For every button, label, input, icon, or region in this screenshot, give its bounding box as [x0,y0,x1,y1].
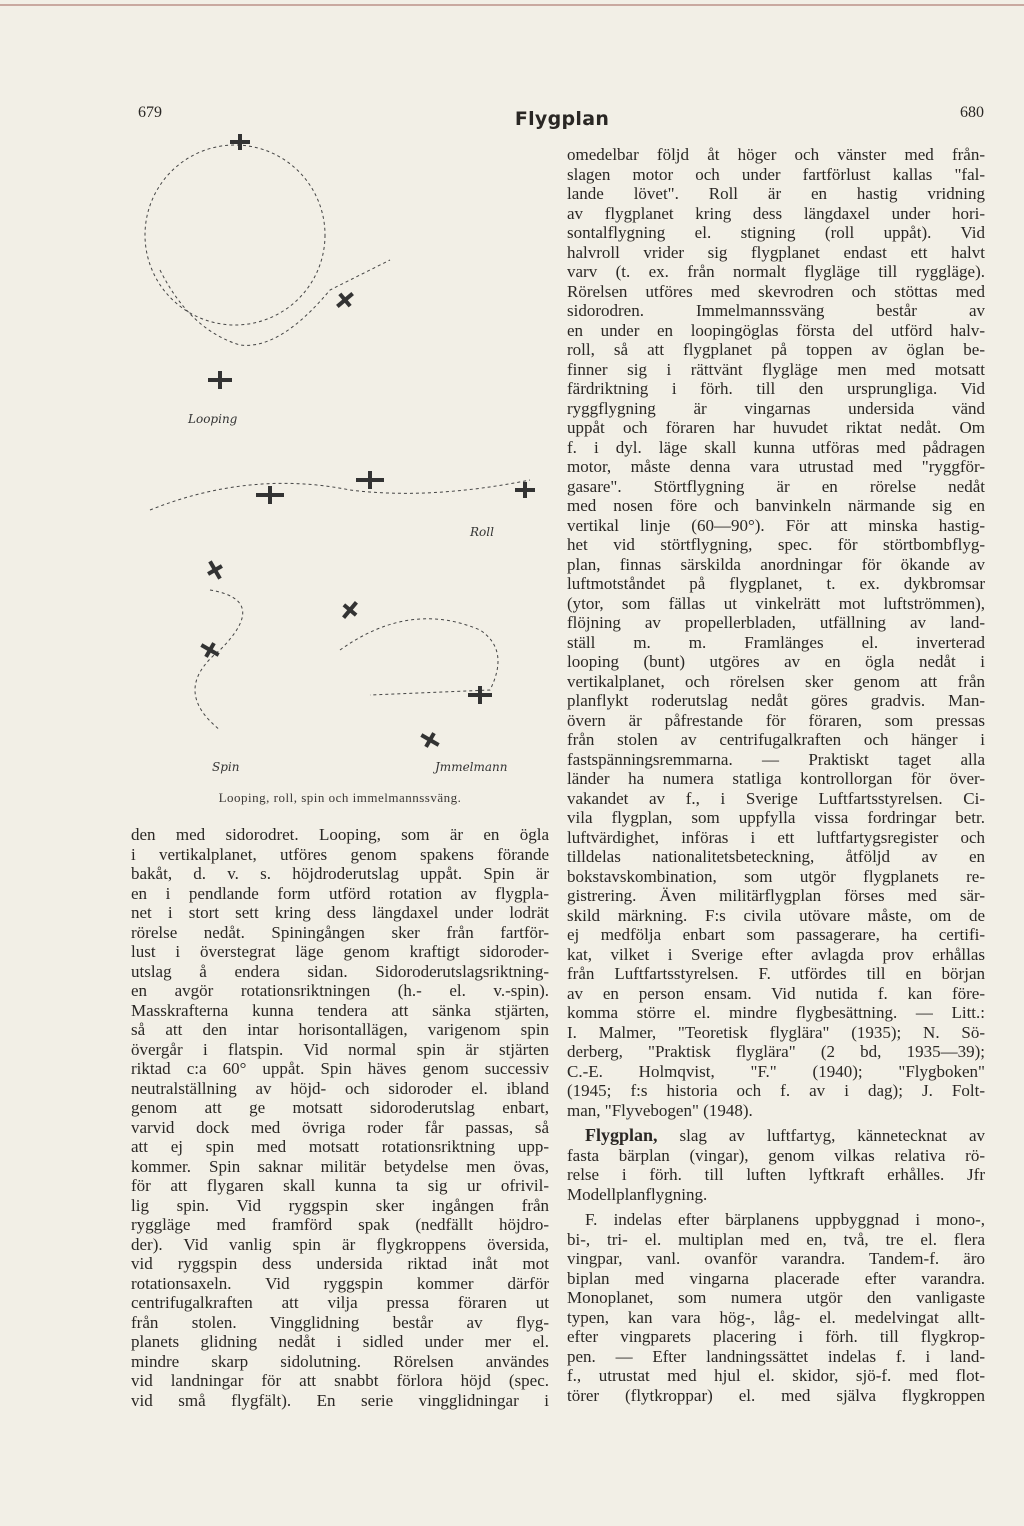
text-line: övergår i flatspin. Vid normal spin är stjärten [131,1039,549,1059]
airplane-icon [208,371,232,389]
text-line: plan, finnas särskilda anordningar för ökande av [567,554,985,574]
text-line: ryggläge med framförd spak (nedfällt höjdro- [131,1215,549,1234]
text-line: övern är påfrestande för föraren, som pressas [567,710,985,730]
label-spin: Spin [212,760,240,774]
airplane-icon [515,482,535,498]
text-line: pen. — Efter landningssättet indelas f. i land- [567,1346,985,1366]
text-line: en under en loopingöglas första del utförd halv- [567,320,985,340]
text-line: färdriktning i förh. till den ursprungliga. Vid [567,379,985,398]
airplane-icon [332,287,358,312]
maneuver-drawing [130,130,550,780]
text-line: tilldelas nationalitetsbeteckning, åtföljd av en [567,847,985,866]
text-line [567,1126,985,1146]
text-line: ställ m. m. Framlänges el. inverterad [567,632,985,652]
label-looping: Looping [188,412,238,426]
text-line: Modellplanflygning. [567,1184,708,1204]
text-line: het vid störtflygning, spec. för störtbombflyg- [567,535,985,554]
text-line: vakandet av f., i Sverige Luftfartsstyrelsen. Ci- [567,788,985,808]
text-line: f., utrustat med hjul el. skidor, sjö-f. med flot- [567,1366,985,1385]
airplane-icon [197,638,222,662]
text-line: vid landningar för att snabbt förlora höjd (spec. [131,1371,549,1390]
text-line: länder ha numera statliga kontrollorgan för över- [567,769,985,788]
text-line: lust i överstegrat läge genom kraftigt sidoroder- [131,942,549,961]
text-line: Monoplanet, som numera utgör den vanligaste [567,1288,985,1307]
text-line: sidorodren. Immelmannssväng består av [567,301,985,320]
text-line: från Luftfartsstyrelsen. F. utfördes till en början [567,964,985,983]
text-line: ryggflygning är vingarnas undersida vänd [567,398,985,418]
text-line: derberg, "Praktisk flyglära" (2 bd, 1935—39); [567,1042,985,1061]
text-line: en i pendlande form utförd rotation av flygpla- [131,883,549,903]
text-line: av flygplanet kring dess längdaxel under hori- [567,203,985,223]
text-line: bi-, tri- el. multiplan med en, två, tre el. flera [567,1229,985,1249]
text-line: looping (bunt) utgöres av en ögla nedåt i [567,652,985,671]
airplane-icon [417,728,442,752]
text-line: Rörelsen utföres med skevrodren och stöttas med [567,281,985,301]
text-line: luftmotståndet på flygplanet, t. ex. dykbromsar [567,574,985,593]
text-line: roll, så att flygplanet på toppen av öglan be- [567,340,985,359]
text-line: motor, måste denna vara utrustad med "ryggför- [567,457,985,476]
text-line: gistrering. Även militärflygplan förses med sär- [567,886,985,905]
label-roll: Roll [470,525,494,539]
text-line: relse i förh. till luften lyftkraft erhålles. Jfr [567,1165,985,1184]
text-line: slagen motor och under fartförlust kallas "fal- [567,164,985,184]
airplane-icon [230,134,250,150]
text-line: från stolen av centrifugalkraften och hänger i [567,730,985,749]
text-line: typen, kan vara hög-, låg- el. medelvingat allt- [567,1307,985,1327]
text-line: rörelse nedåt. Spiningången sker från fartför- [131,922,549,942]
text-line: vid ryggspin dess undersida riktad inåt mot [131,1254,549,1273]
text-line: vertikalplanet, och rörelsen sker genom att från [567,671,985,691]
text-line: för att flygaren skall kunna ta sig ur ofrivil- [131,1176,549,1195]
airplane-icon [203,557,227,582]
text-line: från stolen. Vingglidning består av flyg- [131,1312,549,1332]
looping-path [145,145,325,325]
figure-caption: Looping, roll, spin och immelmannssväng. [218,790,462,805]
text-line: varvid dock med övriga roder får passas, så [131,1117,549,1137]
text-line: varv (t. ex. från normalt flygläge till ryggläge). [567,262,985,281]
looping-exit-path [160,260,390,345]
text-line: net i stort sett kring dess längdaxel under lodrät [131,903,549,922]
text-line: att ej spin med motsatt rotationsriktning upp- [131,1137,549,1156]
airplane-icon [337,597,362,623]
text-line: kommer. Spin saknar militär betydelse men övas, [131,1156,549,1176]
text-line: av en person ensam. Vid nutida f. kan före- [567,983,985,1003]
text-line: vid små flygfält). En serie vingglidningar i [131,1390,549,1410]
text-line: (ytor, som fällas ut vinkelrätt mot luftströmmen), [567,593,985,613]
text-line: vertikal linje (60—90°). För att minska hastig- [567,515,985,535]
text-line: flöjning av propellerbladen, utfällning av land- [567,613,985,632]
text-line: ej medfölja enbart som passagerare, ha certifi- [567,925,985,944]
text-line: finner sig i rättvänt flygläge men med motsatt [567,359,985,379]
immelmann-path [340,619,498,695]
airplane-icon [468,686,492,704]
text-line: f. i dyl. läge skall kunna utföras med pådragen [567,437,985,457]
text-line: F. indelas efter bärplanens uppbyggnad i mono-, [585,1210,985,1229]
text-line: fasta bärplan (vingar), genom vilkas relativa rö- [567,1145,985,1165]
text-line: biplan med vingarna placerade efter varandra. [567,1268,985,1288]
text-line: den med sidorodret. Looping, som är en ögla [131,825,549,844]
text-line: omedelbar följd åt höger och vänster med från- [567,145,985,164]
text-line: sontalflygning el. stigning (roll uppåt). Vid [567,223,985,242]
text-line: vila flygplan, som uppfylla vissa fordringar betr. [567,808,985,827]
text-line: uppåt och föraren har huvudet riktat nedåt. Om [567,418,985,437]
text-line: gasare". Störtflygning är en rörelse nedåt [567,476,985,496]
text-line: så att den intar horisontallägen, varigenom spin [131,1020,549,1039]
text-line: lande lövet". Roll är en hastig vridning [567,184,985,203]
text-line: genom att ge motsatt sidoroderutslag enbart, [131,1098,549,1117]
text-line: vingpar, vanl. ovanför varandra. Tandem-f. äro [567,1249,985,1268]
text-line: komma större el. mindre flygbesättning. — Litt.: [567,1003,985,1022]
text-line: med nosen före och banvinkeln närmande sig en [567,496,985,515]
paragraph-flygplan-entry [567,1126,985,1204]
spin-path [195,590,243,730]
text-line: lig spin. Vid ryggspin sker ingången från [131,1195,549,1215]
text-line: centrifugalkraften att vilja pressa föraren ut [131,1293,549,1312]
text-line: mindre skarp sidolutning. Rörelsen användes [131,1351,549,1371]
page-number-left: 679 [138,104,162,121]
text-line: rotationsaxeln. Vid ryggspin kommer därför [131,1273,549,1293]
airplane-icon [256,486,284,504]
text-line: i vertikalplanet, utföres genom spakens förande [131,844,549,864]
text-line: luftvärdighet, införas i ett luftfartygsregister och [567,827,985,847]
text-line: der). Vid vanlig spin är flygkroppens översida, [131,1234,549,1254]
label-immelmann: Jmmelmann [435,760,508,774]
airplane-icon [356,471,384,489]
text-line: man, "Flyvebogen" (1948). [567,1100,753,1120]
text-line: bakåt, d. v. s. höjdroderutslag uppåt. Spin är [131,864,549,883]
paragraph-maneuvers [567,145,985,1120]
page-edge-line [0,4,1024,6]
text-line: planets glidning nedåt i sidled under mer el. [131,1332,549,1351]
maneuver-illustration [130,130,550,780]
text-line: fastspänningsremmarna. — Praktiskt taget alla [567,749,985,769]
text-line: bokstavskombination, som utgör flygplanets re- [567,866,985,886]
text-line: C.-E. Holmqvist, "F." (1940); "Flygboken" [567,1061,985,1081]
text-line: halvroll vrider sig flygplanet endast ett halvt [567,242,985,262]
text-line: neutralställning av höjd- och sidoroder el. ibland [131,1078,549,1098]
text-line: törer (flytkroppar) el. med själva flygkroppen [567,1385,985,1405]
entry-headword: Flygplan, [585,1125,658,1145]
text-line-rest: slag av luftfartyg, kännetecknat av [679,1126,985,1145]
running-title: Flygplan [514,108,610,130]
text-line: riktad c:a 60° uppåt. Spin häves genom successiv [131,1059,549,1078]
airplane-icons [197,134,535,752]
text-line: I. Malmer, "Teoretisk flyglära" (1935); N. Sö- [567,1022,985,1042]
text-line: kat, vilket i Sverige efter avlagda prov erhållas [567,944,985,964]
text-line: planflykt roderutslag nedåt göres gradvis. Man- [567,691,985,710]
text-line: Masskrafterna kunna tendera att sänka stjärten, [131,1000,549,1020]
right-column [567,145,985,1405]
text-line: utslag å endera sidan. Sidoroderutslagsriktning- [131,961,549,981]
text-line: skild märkning. F:s civila utövare måste, om de [567,905,985,925]
text-line: efter vingparets placering i förh. till flygkrop- [567,1327,985,1346]
text-line: en avgör rotationsriktningen (h.- el. v.-spin). [131,981,549,1000]
page-number-right: 680 [960,104,984,121]
paragraph-classification [567,1210,985,1405]
left-column [131,825,549,1410]
roll-path [150,480,530,510]
text-line: (1945; f:s historia och f. av i dag); J. Folt- [567,1081,985,1100]
